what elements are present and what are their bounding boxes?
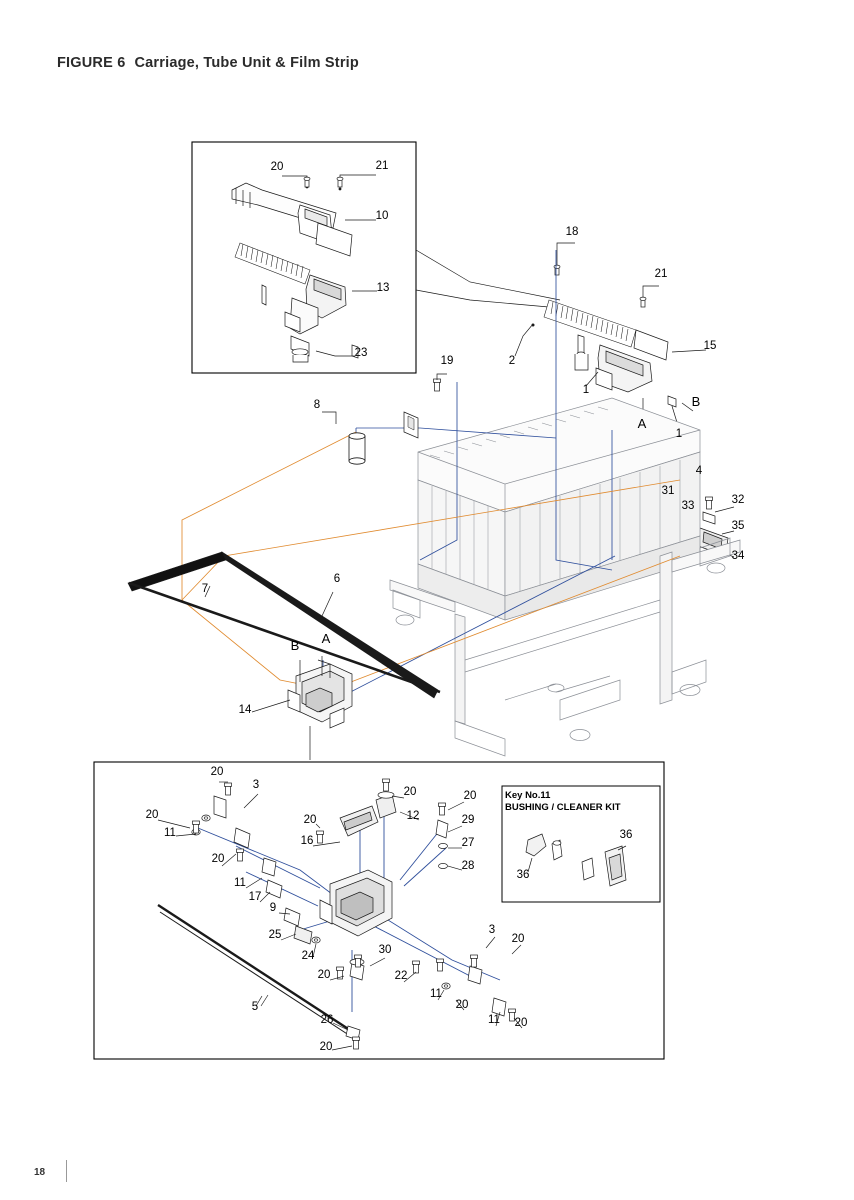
callout-20: 20	[211, 853, 225, 865]
callout-29: 29	[461, 814, 475, 826]
callout-20: 20	[270, 161, 284, 173]
callout-A: A	[637, 416, 647, 431]
callout-20: 20	[403, 786, 417, 798]
carriage-part-14	[288, 660, 352, 728]
callout-6: 6	[333, 573, 341, 585]
callout-13: 13	[376, 282, 390, 294]
page-number: 18	[34, 1167, 46, 1178]
callout-11: 11	[488, 1014, 500, 1026]
callout-25: 25	[268, 929, 282, 941]
page-footer	[0, 1156, 854, 1200]
callout-1: 1	[582, 384, 590, 396]
callout-27: 27	[461, 837, 475, 849]
callout-22: 22	[394, 970, 408, 982]
callout-17: 17	[248, 891, 262, 903]
callout-20: 20	[317, 969, 331, 981]
callout-3: 3	[488, 924, 496, 936]
callout-8: 8	[313, 399, 321, 411]
callout-36: 36	[516, 869, 530, 881]
callout-20: 20	[145, 809, 159, 821]
callout-16: 16	[300, 835, 314, 847]
callout-31: 31	[661, 485, 675, 497]
callout-9: 9	[269, 902, 277, 914]
printer-body-illustration	[390, 398, 740, 756]
callout-20: 20	[463, 790, 477, 802]
callout-35: 35	[731, 520, 745, 532]
callout-12: 12	[406, 810, 420, 822]
callout-21: 21	[375, 160, 389, 172]
kit-box-line2: BUSHING / CLEANER KIT	[505, 802, 621, 813]
callout-3: 3	[252, 779, 260, 791]
callout-33: 33	[681, 500, 695, 512]
callout-20: 20	[455, 999, 469, 1011]
figure-number: FIGURE 6	[57, 55, 126, 71]
callout-23: 23	[354, 347, 368, 359]
callout-26: 26	[320, 1014, 334, 1026]
callout-21: 21	[654, 268, 668, 280]
callout-34: 34	[731, 550, 745, 562]
callout-20: 20	[511, 933, 525, 945]
callout-32: 32	[731, 494, 745, 506]
callout-11: 11	[164, 827, 176, 839]
callout-20: 20	[514, 1017, 528, 1029]
callout-2: 2	[508, 355, 516, 367]
footer-tick	[66, 1160, 67, 1182]
callout-7: 7	[201, 583, 209, 595]
callout-30: 30	[378, 944, 392, 956]
callout-20: 20	[210, 766, 224, 778]
inset-link-lines	[416, 250, 560, 308]
callout-28: 28	[461, 860, 475, 872]
callout-18: 18	[565, 226, 579, 238]
callout-19: 19	[440, 355, 454, 367]
callout-14: 14	[238, 704, 252, 716]
callout-B: B	[290, 638, 300, 653]
figure-title-text: Carriage, Tube Unit & Film Strip	[134, 55, 359, 71]
callout-11: 11	[430, 988, 442, 1000]
callout-20: 20	[319, 1041, 333, 1053]
kit-box-title	[505, 790, 621, 814]
callout-36: 36	[619, 829, 633, 841]
top-inset-panel	[192, 142, 416, 373]
callout-20: 20	[303, 814, 317, 826]
kit-box-line1: Key No.11	[505, 790, 551, 801]
callout-11: 11	[234, 877, 246, 889]
callout-5: 5	[251, 1001, 259, 1013]
callout-4: 4	[695, 465, 703, 477]
callout-A: A	[321, 631, 331, 646]
callout-B: B	[691, 394, 701, 409]
callout-10: 10	[375, 210, 389, 222]
callout-1: 1	[675, 428, 683, 440]
callout-15: 15	[703, 340, 717, 352]
callout-24: 24	[301, 950, 315, 962]
